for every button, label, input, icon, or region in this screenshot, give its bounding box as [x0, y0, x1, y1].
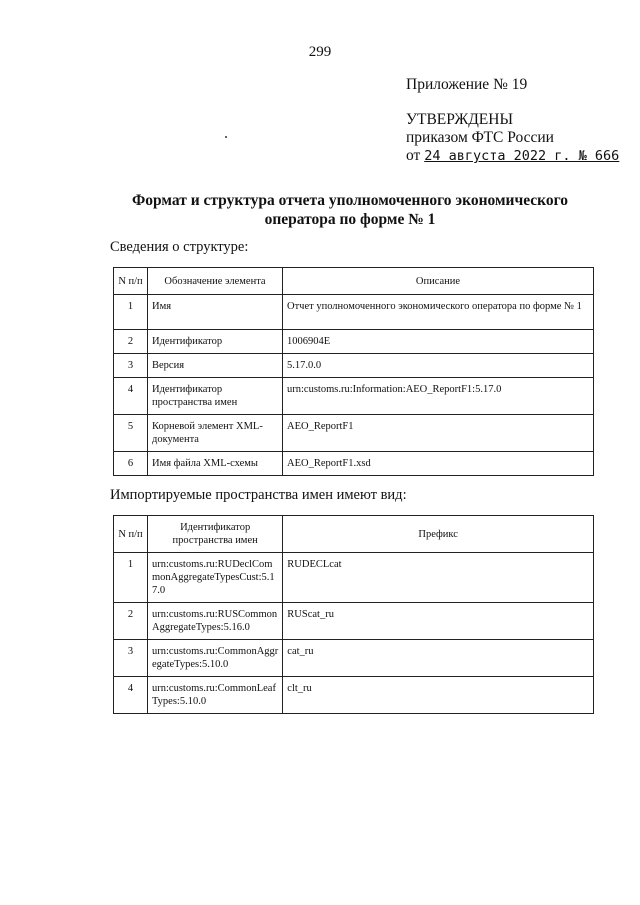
structure-table: [113, 267, 594, 476]
namespace-prefix: RUScat_ru: [283, 603, 594, 640]
document-title: [110, 191, 590, 229]
element-description: AEO_ReportF1: [283, 415, 594, 452]
row-number: 6: [114, 452, 148, 476]
namespace-id-line: 7.0: [152, 585, 166, 596]
namespaces-table: [113, 515, 594, 714]
namespace-prefix: clt_ru: [283, 677, 594, 714]
appendix-label: Приложение № 19: [406, 76, 528, 93]
row-number: 1: [114, 295, 148, 330]
table-row: [114, 354, 594, 378]
row-number: 4: [114, 378, 148, 415]
table-row: [114, 452, 594, 476]
table-row: [114, 295, 594, 330]
namespace-id: [148, 677, 283, 714]
row-number: 2: [114, 603, 148, 640]
header-cell: Префикс: [283, 516, 594, 553]
approval-date-line: [406, 147, 619, 165]
element-name: Идентификатор: [148, 330, 283, 354]
namespace-prefix: cat_ru: [283, 640, 594, 677]
element-description: AEO_ReportF1.xsd: [283, 452, 594, 476]
element-name: Версия: [148, 354, 283, 378]
approval-block: [406, 111, 619, 165]
namespace-id-line: urn:customs.ru:RUSCommon: [152, 609, 278, 620]
header-cell: N п/п: [114, 516, 148, 553]
table-header-row: [114, 268, 594, 295]
row-number: 4: [114, 677, 148, 714]
element-name: Имя: [148, 295, 283, 330]
approval-date-number: 24 августа 2022 г. № 666: [424, 148, 620, 164]
table-row: [114, 553, 594, 603]
element-name: Корневой элемент XML-документа: [148, 415, 283, 452]
namespace-id-line: egateTypes:5.10.0: [152, 659, 229, 670]
approval-prefix: от: [406, 147, 421, 164]
row-number: 1: [114, 553, 148, 603]
page-number: 299: [308, 44, 332, 60]
namespace-prefix: RUDECLcat: [283, 553, 594, 603]
table-row: [114, 603, 594, 640]
namespace-id: [148, 640, 283, 677]
table-row: [114, 677, 594, 714]
element-description: 5.17.0.0: [283, 354, 594, 378]
table-row: [114, 330, 594, 354]
header-cell: Описание: [283, 268, 594, 295]
element-name: Имя файла XML-схемы: [148, 452, 283, 476]
row-number: 5: [114, 415, 148, 452]
row-number: 3: [114, 640, 148, 677]
table-header-row: [114, 516, 594, 553]
element-description: Отчет уполномоченного экономического оператора по форме № 1: [283, 295, 594, 330]
approval-order: приказом ФТС России: [406, 129, 554, 146]
element-description: 1006904E: [283, 330, 594, 354]
row-number: 3: [114, 354, 148, 378]
table-row: [114, 640, 594, 677]
title-line-2: оператора по форме № 1: [264, 211, 436, 228]
namespace-id-line: urn:customs.ru:CommonAggr: [152, 646, 279, 657]
title-line-1: Формат и структура отчета уполномоченного экономического: [131, 192, 569, 209]
namespace-id-line: urn:customs.ru:RUDeclCom: [152, 559, 273, 570]
approval-heading: УТВЕРЖДЕНЫ: [406, 111, 513, 128]
stray-mark: [225, 136, 227, 138]
row-number: 2: [114, 330, 148, 354]
header-cell: N п/п: [114, 268, 148, 295]
namespace-id-line: Types:5.10.0: [152, 696, 207, 707]
namespaces-caption: Импортируемые пространства имен имеют вид:: [110, 487, 407, 503]
header-cell: Обозначение элемента: [148, 268, 283, 295]
namespace-id: [148, 603, 283, 640]
element-name: Идентификатор пространства имен: [148, 378, 283, 415]
element-description: urn:customs.ru:Information:AEO_ReportF1:5.17.0: [283, 378, 594, 415]
namespace-id-line: monAggregateTypesCust:5.1: [152, 572, 275, 583]
header-cell: Идентификатор пространства имен: [148, 516, 283, 553]
table-row: [114, 378, 594, 415]
table-row: [114, 415, 594, 452]
namespace-id-line: AggregateTypes:5.16.0: [152, 622, 250, 633]
structure-caption: Сведения о структуре:: [110, 239, 249, 255]
namespace-id: [148, 553, 283, 603]
namespace-id-line: urn:customs.ru:CommonLeaf: [152, 683, 276, 694]
